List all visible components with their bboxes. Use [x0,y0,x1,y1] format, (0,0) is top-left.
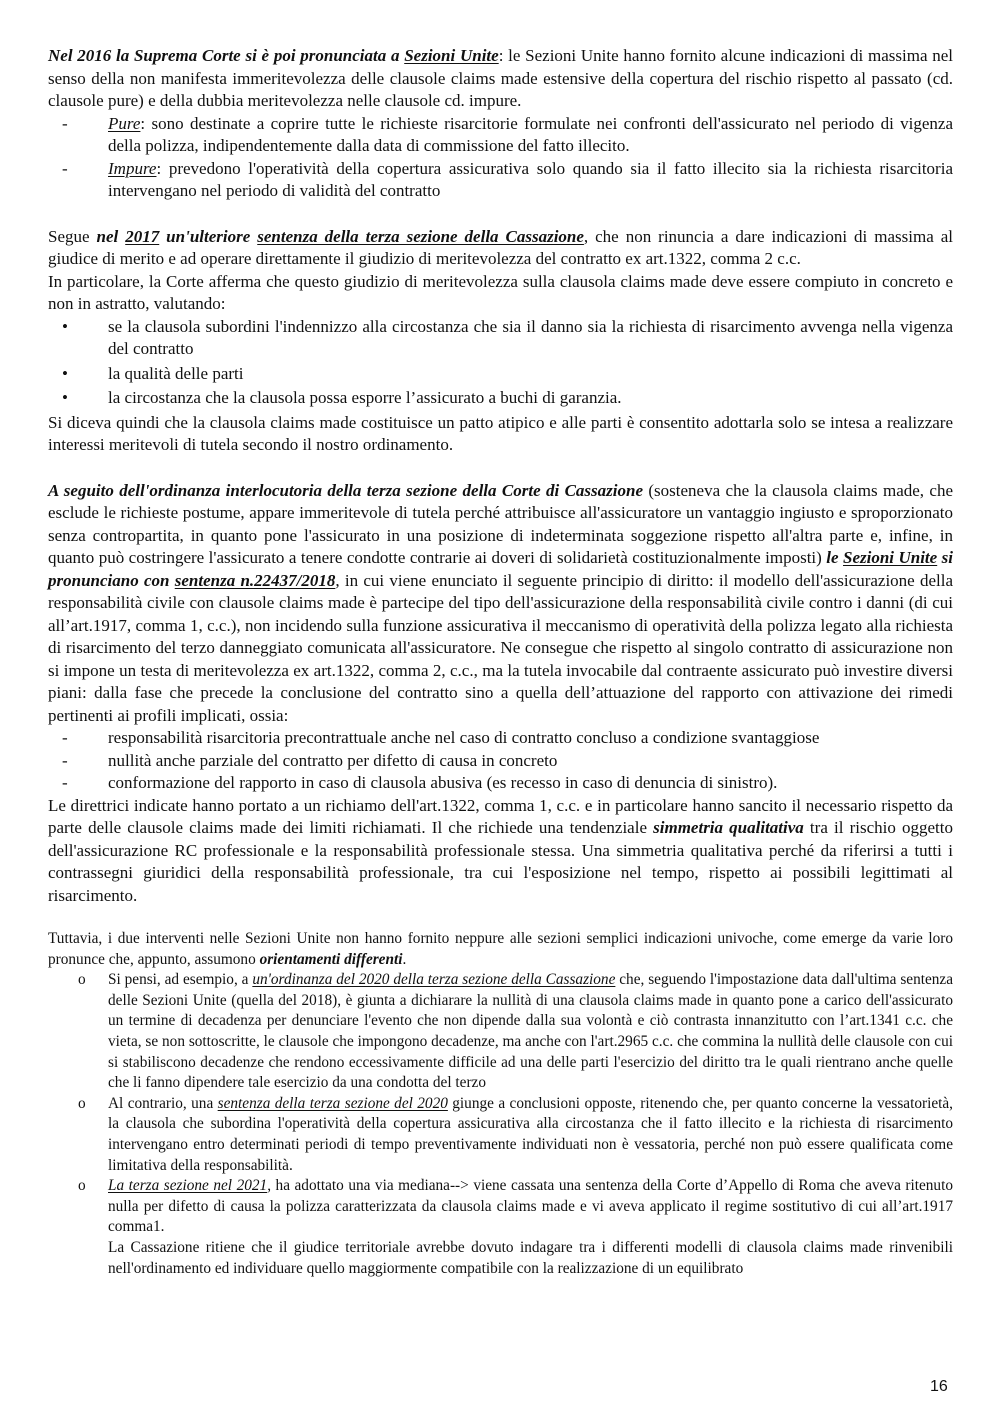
paragraph-direttrici: Le direttrici indicate hanno portato a un richiamo dell'art.1322, comma 1, c.c. e in particolare hanno sancito il necessario rispetto da parte delle clausole claims made dei limiti richiamati. Il che richiede una tendenziale simmetria qualitativa tra il rischio oggetto dell'assicurazione RC professionale e la responsabilità professionale stessa. Una simmetria qualitativa perché da riferirsi a tutti i contrassegni giuridici della responsabilità professionale, tra cui l'esposizione nel tempo, rispetto ai possibili legittimati al risarcimento. [48,795,953,905]
sezioni-unite-link-text: Sezioni Unite [404,46,499,65]
sentenza-terza-sezione: sentenza della terza sezione della Cassazione [257,226,584,246]
list-item: o Al contrario, una sentenza della terza sezione del 2020 giunge a conclusioni opposte, ritenendo che, per quanto concerne la vessatorietà, la clausola che subordina l'operatività della copertura assicurativa alla circostanza che il fatto illecito e la richiesta di risarcimento intervengano entro determinati periodi di tempo preventivamente individuati non è vessatoria, perché non può essere qualificata come limitativa della responsabilità. [78,1094,953,1174]
terza-sezione-2021-link-text: La terza sezione nel 2021 [108,1177,268,1195]
paragraph-patto-atipico: Si diceva quindi che la clausola claims made costituisce un patto atipico e alle parti è consentito adottarla solo se intesa a realizzare interessi meritevoli di tutela secondo il nostro ordinamento. [48,412,953,454]
paragraph-sezioni-unite-2016: Nel 2016 la Suprema Corte si è poi pronunciata a Sezioni Unite: le Sezioni Unite hanno fornito alcune indicazioni di massima nel senso della non manifesta immeritevolezza delle clausole claims made estensive della copertura del rischio rispetto al passato (cd. clausole pure) e della dubbia meritevolezza nelle clausole cd. impure. [48,46,953,110]
term-impure: Impure [108,158,157,178]
simmetria-qualitativa: simmetria qualitativa [653,818,804,837]
year-2017: 2017 [125,226,160,246]
remedies-list [48,727,953,795]
lead-bold-italic: Nel 2016 la Suprema Corte si è poi pronunciata a Sezioni Unite [48,46,499,65]
page-number: 16 [930,1378,948,1395]
list-item: • la circostanza che la clausola possa esporre l’assicurato a buchi di garanzia. [62,388,622,407]
lead-bold-italic: A seguito dell'ordinanza interlocutoria della terza sezione della Corte di Cassazione [48,480,644,500]
clause-types-list [48,113,953,203]
paragraph-ordinanza-interlocutoria: A seguito dell'ordinanza interlocutoria della terza sezione della Corte di Cassazione (sosteneva che la clausola claims made, che esclude le richieste postume, appare immeritevole di tutela perché attribuisce all'assicuratore un vantaggio ingiusto e sproporzionato senza contropartita, in quanto pone l'assicurato in una posizione di indeterminata soggezione rispetto all'altra parte e, infine, in quanto può costringere l'assicurato a tenere condotte contrarie ai doveri di solidarietà costituzionalmente imposti) le Sezioni Unite si pronunciano con sentenza n.22437/2018, in cui viene enunciato il seguente principio di diritto: il modello dell'assicurazione della responsabilità civile con clausole claims made è partecipe del tipo dell'assicurazione della responsabilità civile contro i danni (di cui all’art.1917, comma 1, c.c.), non incidendo sulla funzione assicurativa il meccanismo di operatività della polizza legato alla richiesta di risarcimento del terzo danneggiato comunicata all'assicuratore. Ne consegue che rispetto al singolo contratto di assicurazione non si impone un testa di meritevolezza ex art.1322, comma 2, c.c., ma la tutela invocabile dal contraente assicurato può investire diversi piani: dalla fase che precede la conclusione del contratto sino a quella dell’attuazione del rapporto con attivazione dei rimedi pertinenti ai profili implicati, ossia: [48,480,954,725]
list-item-pure: - Pure: sono destinate a coprire tutte le richieste risarcitorie formulate nei confronti dell'assicurato nel periodo di vigenza della polizza, indipendentemente dalla data di commissione del fatto illecito. [62,113,953,155]
paragraph-particolare: In particolare, la Corte afferma che questo giudizio di meritevolezza sulla clausola claims made deve essere compiuto in concreto e non in astratto, valutando: [48,271,953,313]
orientamenti-list [48,970,953,1279]
list-item: - responsabilità risarcitoria precontrattuale anche nel caso di contratto concluso a condizione svantaggiose [62,728,820,747]
paragraph-2017: Segue nel 2017 un'ulteriore sentenza della terza sezione della Cassazione, che non rinuncia a dare indicazioni di massima al giudice di merito e ad operare direttamente il giudizio di meritevolezza del contratto ex art.1322, comma 2 c.c. [48,226,953,268]
orientamenti-differenti: orientamenti differenti [259,950,403,968]
list-item: o Si pensi, ad esempio, a un'ordinanza del 2020 della terza sezione della Cassazione che, seguendo l'impostazione data dall'ultima sentenza delle Sezioni Unite (quella del 2018), è giunta a dichiarare la nullità di una clausola claims made in quanto pone a carico dell'assicurato un termine di decadenza per denunciare l'evento che non dipende dalla sua volontà e ciò contrasta innanzitutto con l’art.1341 c.c. che vieta, se non sottoscritte, le clausole che impongono decadenze, ma anche con l'art.2965 c.c. che commina la nullità delle clausole con cui si stabiliscono decadenze che rendono eccessivamente difficile ad una delle parti l'esercizio del diritto tra le quali rientrano anche quelle che li fanno dipendere tale esercizio da una condotta del terzo [78,971,954,1092]
list-item: • la qualità delle parti [62,363,244,383]
list-item-impure: - Impure: prevedono l'operatività della copertura assicurativa solo quando sia il fatto illecito sia la richiesta risarcitoria intervengano nel periodo di validità del contratto [62,158,953,200]
list-item: - conformazione del rapporto in caso di clausola abusiva (es recesso in caso di denuncia di sinistro). [62,773,778,792]
sentenza-2020-link-text: sentenza della terza sezione del 2020 [217,1094,448,1112]
term-pure: Pure [108,113,141,133]
list-item: o La terza sezione nel 2021, ha adottato una via mediana--> viene cassata una sentenza della Corte d’Appello di Roma che aveva ritenuto nulla per difetto di causa la polizza caratterizzata da clausola claims made e vi aveva applicato il regime sostitutivo di cui all’art.1917 comma1. La Cassazione ritiene che il giudice territoriale avrebbe dovuto indagare tra i differenti modelli di clausola claims made rinvenibili nell'ordinamento ed individuare quello maggiormente compatibile con la realizzazione di un equilibrato [78,1177,953,1277]
list-item: • se la clausola subordini l'indennizzo alla circostanza che sia il danno sia la richiesta di risarcimento avvenga nella vigenza del contratto [62,316,953,358]
evaluation-bullets [48,316,953,410]
paragraph-tuttavia: Tuttavia, i due interventi nelle Sezioni Unite non hanno fornito neppure alle sezioni semplici indicazioni univoche, come emerge da varie loro pronunce che, appunto, assumono orientamenti differenti. [48,930,953,968]
ordinanza-2020-link-text: un'ordinanza del 2020 della terza sezione della Cassazione [252,971,616,989]
sentenza-22437-2018: sentenza n.22437/2018 [174,570,336,590]
document-page [48,45,953,1279]
sezioni-unite-link-text: Sezioni Unite [843,548,938,567]
list-item: - nullità anche parziale del contratto per difetto di causa in concreto [62,750,558,770]
orientamenti-section [48,929,953,1279]
